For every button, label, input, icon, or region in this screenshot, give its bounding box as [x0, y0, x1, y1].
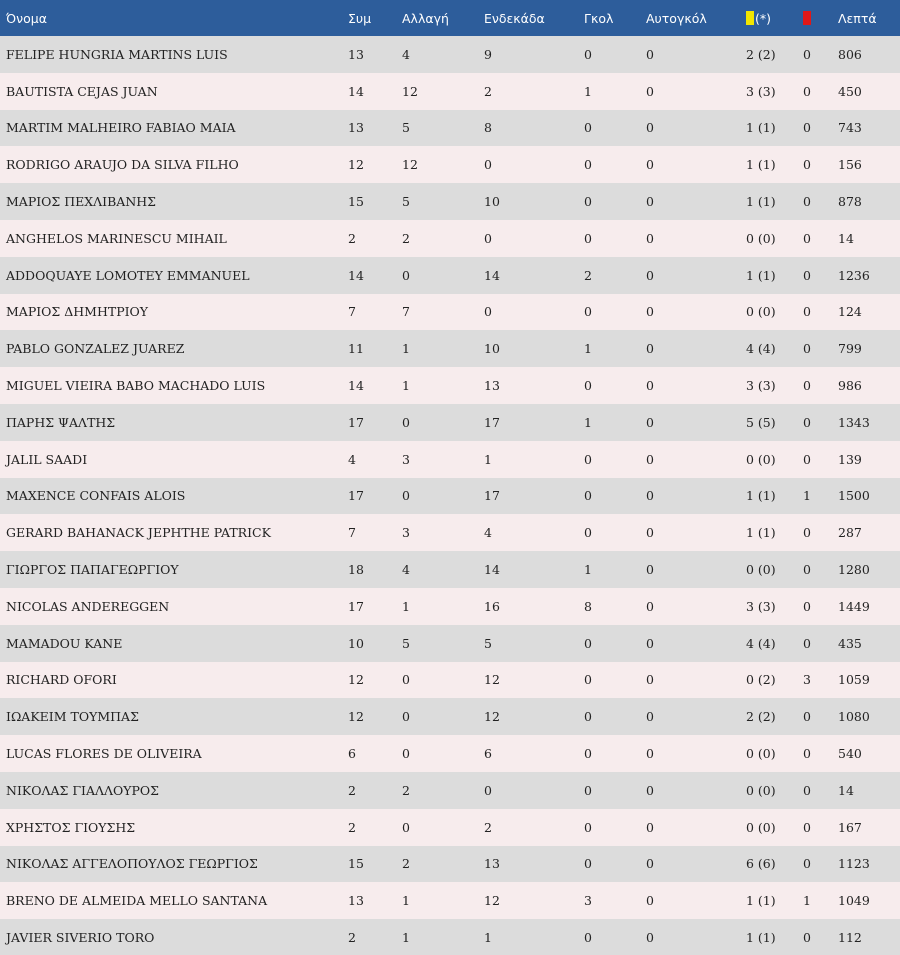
- appearances-cell: 14: [348, 83, 364, 99]
- yellow-cards-cell: 3 (3): [746, 378, 776, 394]
- red-cards-cell: 0: [803, 856, 811, 872]
- appearances-cell: 7: [348, 304, 356, 320]
- substitutions-cell: 2: [402, 856, 410, 872]
- red-cards-cell: 0: [803, 194, 811, 210]
- minutes-cell: 1449: [838, 598, 870, 614]
- own-goals-cell: 0: [646, 930, 654, 946]
- appearances-cell: 2: [348, 782, 356, 798]
- red-card-icon: [803, 11, 811, 25]
- minutes-cell: 743: [838, 120, 862, 136]
- table-row[interactable]: [0, 625, 900, 662]
- substitutions-cell: 12: [402, 83, 418, 99]
- goals-cell: 1: [584, 414, 592, 430]
- appearances-cell: 17: [348, 488, 364, 504]
- yellow-cards-cell: 2 (2): [746, 46, 776, 62]
- appearances-cell: 15: [348, 194, 364, 210]
- header-sub[interactable]: Αλλαγή: [402, 10, 449, 26]
- starting-lineups-cell: 5: [484, 635, 492, 651]
- red-cards-cell: 0: [803, 451, 811, 467]
- table-row[interactable]: [0, 367, 900, 404]
- table-row[interactable]: [0, 73, 900, 110]
- table-row[interactable]: [0, 36, 900, 73]
- red-cards-cell: 0: [803, 562, 811, 578]
- red-cards-cell: 0: [803, 304, 811, 320]
- red-cards-cell: 1: [803, 893, 811, 909]
- substitutions-cell: 0: [402, 672, 410, 688]
- own-goals-cell: 0: [646, 709, 654, 725]
- starting-lineups-cell: 10: [484, 194, 500, 210]
- goals-cell: 8: [584, 598, 592, 614]
- table-row[interactable]: [0, 662, 900, 699]
- appearances-cell: 14: [348, 378, 364, 394]
- substitutions-cell: 2: [402, 782, 410, 798]
- yellow-card-icon: [746, 11, 754, 25]
- table-row[interactable]: [0, 551, 900, 588]
- substitutions-cell: 1: [402, 893, 410, 909]
- red-cards-cell: 0: [803, 525, 811, 541]
- minutes-cell: 1280: [838, 562, 870, 578]
- yellow-cards-cell: 1 (1): [746, 893, 776, 909]
- table-header: [0, 0, 900, 36]
- starting-lineups-cell: 4: [484, 525, 492, 541]
- goals-cell: 2: [584, 267, 592, 283]
- own-goals-cell: 0: [646, 488, 654, 504]
- goals-cell: 0: [584, 120, 592, 136]
- starting-lineups-cell: 10: [484, 341, 500, 357]
- goals-cell: 0: [584, 672, 592, 688]
- starting-lineups-cell: 13: [484, 856, 500, 872]
- minutes-cell: 1343: [838, 414, 870, 430]
- player-name-cell: ΝΙΚΟΛΑΣ ΑΓΓΕΛΟΠΟΥΛΟΣ ΓΕΩΡΓΙΟΣ: [6, 856, 258, 872]
- starting-lineups-cell: 12: [484, 672, 500, 688]
- substitutions-cell: 4: [402, 46, 410, 62]
- minutes-cell: 1059: [838, 672, 870, 688]
- own-goals-cell: 0: [646, 782, 654, 798]
- player-name-cell: MIGUEL VIEIRA BABO MACHADO LUIS: [6, 378, 266, 394]
- player-name-cell: RODRIGO ARAUJO DA SILVA FILHO: [6, 157, 239, 173]
- appearances-cell: 2: [348, 930, 356, 946]
- table-row[interactable]: [0, 882, 900, 919]
- player-name-cell: PABLO GONZALEZ JUAREZ: [6, 341, 185, 357]
- red-cards-cell: 0: [803, 120, 811, 136]
- header-yellow-suffix: (*): [755, 10, 772, 26]
- player-name-cell: ΜΑΡΙΟΣ ΠΕΧΛΙΒΑΝΗΣ: [6, 194, 157, 210]
- appearances-cell: 2: [348, 230, 356, 246]
- minutes-cell: 806: [838, 46, 862, 62]
- red-cards-cell: 0: [803, 341, 811, 357]
- appearances-cell: 15: [348, 856, 364, 872]
- player-name-cell: BRENO DE ALMEIDA MELLO SANTANA: [6, 893, 268, 909]
- appearances-cell: 11: [348, 341, 364, 357]
- header-goals[interactable]: Γκολ: [584, 10, 614, 26]
- minutes-cell: 139: [838, 451, 862, 467]
- starting-lineups-cell: 12: [484, 893, 500, 909]
- own-goals-cell: 0: [646, 451, 654, 467]
- header-starting[interactable]: Ενδεκάδα: [484, 10, 545, 26]
- own-goals-cell: 0: [646, 525, 654, 541]
- player-name-cell: ΝΙΚΟΛΑΣ ΓΙΑΛΛΟΥΡΟΣ: [6, 782, 160, 798]
- yellow-cards-cell: 1 (1): [746, 525, 776, 541]
- substitutions-cell: 12: [402, 157, 418, 173]
- header-apps[interactable]: Συμ: [348, 10, 372, 26]
- minutes-cell: 1049: [838, 893, 870, 909]
- appearances-cell: 6: [348, 746, 356, 762]
- table-row[interactable]: [0, 404, 900, 441]
- yellow-cards-cell: 1 (1): [746, 157, 776, 173]
- substitutions-cell: 5: [402, 120, 410, 136]
- table-row[interactable]: [0, 257, 900, 294]
- player-name-cell: RICHARD OFORI: [6, 672, 117, 688]
- player-name-cell: ANGHELOS MARINESCU MIHAIL: [6, 230, 227, 246]
- red-cards-cell: 0: [803, 709, 811, 725]
- own-goals-cell: 0: [646, 819, 654, 835]
- goals-cell: 3: [584, 893, 592, 909]
- own-goals-cell: 0: [646, 267, 654, 283]
- red-cards-cell: 0: [803, 230, 811, 246]
- own-goals-cell: 0: [646, 341, 654, 357]
- goals-cell: 1: [584, 83, 592, 99]
- yellow-cards-cell: 0 (0): [746, 562, 776, 578]
- minutes-cell: 14: [838, 782, 854, 798]
- starting-lineups-cell: 14: [484, 562, 500, 578]
- yellow-cards-cell: 0 (0): [746, 746, 776, 762]
- own-goals-cell: 0: [646, 378, 654, 394]
- starting-lineups-cell: 14: [484, 267, 500, 283]
- own-goals-cell: 0: [646, 83, 654, 99]
- minutes-cell: 799: [838, 341, 862, 357]
- table-row[interactable]: [0, 735, 900, 772]
- table-row[interactable]: [0, 772, 900, 809]
- appearances-cell: 17: [348, 598, 364, 614]
- yellow-cards-cell: 5 (5): [746, 414, 776, 430]
- substitutions-cell: 5: [402, 635, 410, 651]
- yellow-cards-cell: 0 (0): [746, 304, 776, 320]
- red-cards-cell: 3: [803, 672, 811, 688]
- substitutions-cell: 1: [402, 598, 410, 614]
- goals-cell: 0: [584, 709, 592, 725]
- player-name-cell: JALIL SAADI: [6, 451, 88, 467]
- substitutions-cell: 2: [402, 230, 410, 246]
- yellow-cards-cell: 1 (1): [746, 120, 776, 136]
- table-row[interactable]: [0, 441, 900, 478]
- own-goals-cell: 0: [646, 635, 654, 651]
- goals-cell: 1: [584, 341, 592, 357]
- substitutions-cell: 7: [402, 304, 410, 320]
- starting-lineups-cell: 16: [484, 598, 500, 614]
- yellow-cards-cell: 0 (0): [746, 819, 776, 835]
- appearances-cell: 12: [348, 157, 364, 173]
- goals-cell: 0: [584, 782, 592, 798]
- red-cards-cell: 0: [803, 83, 811, 99]
- own-goals-cell: 0: [646, 598, 654, 614]
- goals-cell: 0: [584, 746, 592, 762]
- starting-lineups-cell: 2: [484, 819, 492, 835]
- yellow-cards-cell: 2 (2): [746, 709, 776, 725]
- player-name-cell: ΜΑΡΙΟΣ ΔΗΜΗΤΡΙΟΥ: [6, 304, 149, 320]
- substitutions-cell: 0: [402, 819, 410, 835]
- minutes-cell: 1080: [838, 709, 870, 725]
- starting-lineups-cell: 1: [484, 451, 492, 467]
- minutes-cell: 540: [838, 746, 862, 762]
- starting-lineups-cell: 17: [484, 414, 500, 430]
- player-name-cell: NICOLAS ANDEREGGEN: [6, 598, 170, 614]
- minutes-cell: 1236: [838, 267, 870, 283]
- minutes-cell: 1500: [838, 488, 870, 504]
- substitutions-cell: 0: [402, 746, 410, 762]
- red-cards-cell: 0: [803, 46, 811, 62]
- substitutions-cell: 5: [402, 194, 410, 210]
- minutes-cell: 112: [838, 930, 862, 946]
- red-cards-cell: 1: [803, 488, 811, 504]
- red-cards-cell: 0: [803, 378, 811, 394]
- header-red-cards[interactable]: [797, 0, 832, 36]
- player-name-cell: ΓΙΩΡΓΟΣ ΠΑΠΑΓΕΩΡΓΙΟΥ: [6, 562, 179, 578]
- own-goals-cell: 0: [646, 562, 654, 578]
- goals-cell: 0: [584, 46, 592, 62]
- appearances-cell: 2: [348, 819, 356, 835]
- own-goals-cell: 0: [646, 856, 654, 872]
- table-row[interactable]: [0, 146, 900, 183]
- substitutions-cell: 1: [402, 930, 410, 946]
- red-cards-cell: 0: [803, 157, 811, 173]
- player-name-cell: ΧΡΗΣΤΟΣ ΓΙΟΥΣΗΣ: [6, 819, 136, 835]
- red-cards-cell: 0: [803, 414, 811, 430]
- substitutions-cell: 1: [402, 378, 410, 394]
- starting-lineups-cell: 2: [484, 83, 492, 99]
- header-minutes[interactable]: Λεπτά: [838, 10, 877, 26]
- minutes-cell: 124: [838, 304, 862, 320]
- goals-cell: 0: [584, 635, 592, 651]
- substitutions-cell: 3: [402, 525, 410, 541]
- own-goals-cell: 0: [646, 304, 654, 320]
- own-goals-cell: 0: [646, 414, 654, 430]
- starting-lineups-cell: 13: [484, 378, 500, 394]
- table-row[interactable]: [0, 110, 900, 147]
- yellow-cards-cell: 3 (3): [746, 598, 776, 614]
- starting-lineups-cell: 0: [484, 230, 492, 246]
- appearances-cell: 18: [348, 562, 364, 578]
- starting-lineups-cell: 12: [484, 709, 500, 725]
- table-row[interactable]: [0, 919, 900, 955]
- starting-lineups-cell: 8: [484, 120, 492, 136]
- substitutions-cell: 4: [402, 562, 410, 578]
- yellow-cards-cell: 0 (2): [746, 672, 776, 688]
- yellow-cards-cell: 1 (1): [746, 930, 776, 946]
- appearances-cell: 10: [348, 635, 364, 651]
- red-cards-cell: 0: [803, 819, 811, 835]
- table-body: [0, 36, 900, 955]
- header-name[interactable]: Όνομα: [6, 10, 47, 26]
- player-name-cell: ADDOQUAYE LOMOTEY EMMANUEL: [6, 267, 250, 283]
- minutes-cell: 156: [838, 157, 862, 173]
- player-name-cell: ΠΑΡΗΣ ΨΑΛΤΗΣ: [6, 414, 116, 430]
- own-goals-cell: 0: [646, 230, 654, 246]
- yellow-cards-cell: 0 (0): [746, 782, 776, 798]
- goals-cell: 0: [584, 819, 592, 835]
- appearances-cell: 17: [348, 414, 364, 430]
- player-name-cell: JAVIER SIVERIO TORO: [6, 930, 155, 946]
- appearances-cell: 13: [348, 893, 364, 909]
- goals-cell: 0: [584, 930, 592, 946]
- minutes-cell: 14: [838, 230, 854, 246]
- red-cards-cell: 0: [803, 267, 811, 283]
- header-yellow-cards[interactable]: [740, 0, 797, 36]
- minutes-cell: 1123: [838, 856, 870, 872]
- table-row[interactable]: [0, 698, 900, 735]
- own-goals-cell: 0: [646, 194, 654, 210]
- minutes-cell: 287: [838, 525, 862, 541]
- yellow-cards-cell: 1 (1): [746, 488, 776, 504]
- substitutions-cell: 0: [402, 414, 410, 430]
- appearances-cell: 4: [348, 451, 356, 467]
- own-goals-cell: 0: [646, 893, 654, 909]
- table-row[interactable]: [0, 588, 900, 625]
- own-goals-cell: 0: [646, 746, 654, 762]
- goals-cell: 1: [584, 562, 592, 578]
- minutes-cell: 450: [838, 83, 862, 99]
- minutes-cell: 435: [838, 635, 862, 651]
- red-cards-cell: 0: [803, 930, 811, 946]
- goals-cell: 0: [584, 856, 592, 872]
- red-cards-cell: 0: [803, 635, 811, 651]
- player-name-cell: FELIPE HUNGRIA MARTINS LUIS: [6, 46, 228, 62]
- goals-cell: 0: [584, 157, 592, 173]
- appearances-cell: 14: [348, 267, 364, 283]
- appearances-cell: 12: [348, 672, 364, 688]
- appearances-cell: 12: [348, 709, 364, 725]
- appearances-cell: 13: [348, 46, 364, 62]
- red-cards-cell: 0: [803, 598, 811, 614]
- minutes-cell: 986: [838, 378, 862, 394]
- yellow-cards-cell: 1 (1): [746, 194, 776, 210]
- player-name-cell: MAMADOU KANE: [6, 635, 123, 651]
- substitutions-cell: 0: [402, 267, 410, 283]
- goals-cell: 0: [584, 378, 592, 394]
- table-row[interactable]: [0, 220, 900, 257]
- player-name-cell: ΙΩΑΚΕΙΜ ΤΟΥΜΠΑΣ: [6, 709, 139, 725]
- yellow-cards-cell: 3 (3): [746, 83, 776, 99]
- own-goals-cell: 0: [646, 46, 654, 62]
- header-own-goals[interactable]: Αυτογκόλ: [646, 10, 707, 26]
- table-row[interactable]: [0, 330, 900, 367]
- red-cards-cell: 0: [803, 782, 811, 798]
- yellow-cards-cell: 1 (1): [746, 267, 776, 283]
- minutes-cell: 878: [838, 194, 862, 210]
- yellow-cards-cell: 4 (4): [746, 341, 776, 357]
- starting-lineups-cell: 6: [484, 746, 492, 762]
- starting-lineups-cell: 1: [484, 930, 492, 946]
- substitutions-cell: 1: [402, 341, 410, 357]
- table-row[interactable]: [0, 294, 900, 331]
- goals-cell: 0: [584, 194, 592, 210]
- table-row[interactable]: [0, 478, 900, 515]
- table-row[interactable]: [0, 846, 900, 883]
- player-name-cell: LUCAS FLORES DE OLIVEIRA: [6, 746, 202, 762]
- header-row: [0, 0, 900, 36]
- yellow-cards-cell: 6 (6): [746, 856, 776, 872]
- own-goals-cell: 0: [646, 672, 654, 688]
- table-row[interactable]: [0, 809, 900, 846]
- yellow-cards-cell: 0 (0): [746, 230, 776, 246]
- starting-lineups-cell: 0: [484, 782, 492, 798]
- starting-lineups-cell: 17: [484, 488, 500, 504]
- substitutions-cell: 0: [402, 488, 410, 504]
- goals-cell: 0: [584, 488, 592, 504]
- table-row[interactable]: [0, 183, 900, 220]
- starting-lineups-cell: 0: [484, 157, 492, 173]
- starting-lineups-cell: 0: [484, 304, 492, 320]
- own-goals-cell: 0: [646, 120, 654, 136]
- goals-cell: 0: [584, 304, 592, 320]
- substitutions-cell: 0: [402, 709, 410, 725]
- table-row[interactable]: [0, 514, 900, 551]
- own-goals-cell: 0: [646, 157, 654, 173]
- player-name-cell: BAUTISTA CEJAS JUAN: [6, 83, 158, 99]
- substitutions-cell: 3: [402, 451, 410, 467]
- yellow-cards-cell: 4 (4): [746, 635, 776, 651]
- goals-cell: 0: [584, 525, 592, 541]
- minutes-cell: 167: [838, 819, 862, 835]
- appearances-cell: 13: [348, 120, 364, 136]
- player-name-cell: GERARD BAHANACK JEPHTHE PATRICK: [6, 525, 271, 541]
- red-cards-cell: 0: [803, 746, 811, 762]
- goals-cell: 0: [584, 230, 592, 246]
- player-name-cell: MAXENCE CONFAIS ALOIS: [6, 488, 186, 504]
- appearances-cell: 7: [348, 525, 356, 541]
- starting-lineups-cell: 9: [484, 46, 492, 62]
- yellow-cards-cell: 0 (0): [746, 451, 776, 467]
- goals-cell: 0: [584, 451, 592, 467]
- player-name-cell: MARTIM MALHEIRO FABIAO MAIA: [6, 120, 236, 136]
